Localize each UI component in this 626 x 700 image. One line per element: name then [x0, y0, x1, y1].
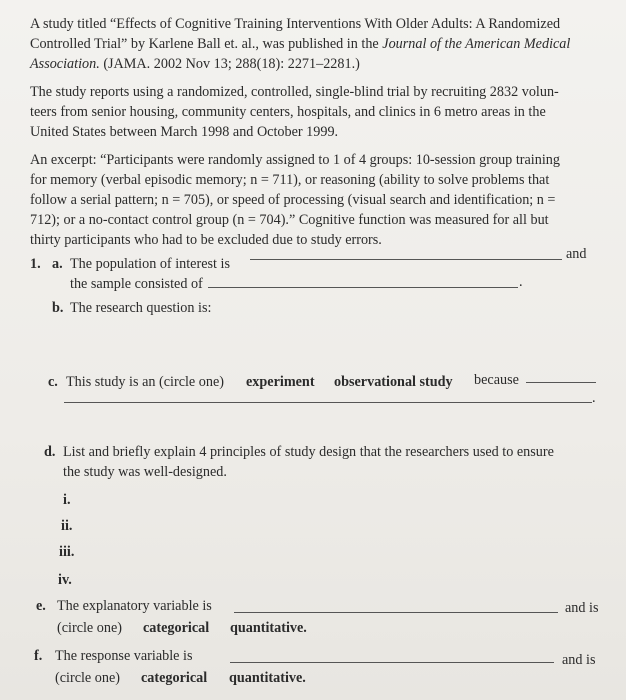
part-c-because: because	[474, 372, 519, 388]
part-c-label: c.	[48, 374, 58, 390]
part-f-option-quantitative[interactable]: quantitative.	[229, 670, 306, 686]
option-experiment[interactable]: experiment	[246, 374, 315, 390]
principle-item-1: i.	[63, 492, 71, 508]
excerpt-line-3: follow a serial pattern; n = 705), or speed of processing (visual search and identification; n =	[30, 192, 556, 208]
excerpt-line-4: 712); or a no-contact control group (n = 704).” Cognitive function was measured for all but	[30, 212, 549, 228]
excerpt-line-5: thirty participants who had to be excluded due to study errors.	[30, 232, 382, 248]
part-f-circle: (circle one)	[55, 670, 120, 686]
design-line-3: United States between March 1998 and October 1999.	[30, 124, 339, 140]
principle-item-3: iii.	[59, 544, 75, 560]
part-f-label: f.	[34, 648, 43, 664]
intro-line-2: Controlled Trial” by Karlene Ball et. al., was published in the Journal of the American Medical	[30, 36, 571, 52]
part-b-text: The research question is:	[70, 300, 212, 316]
because-answer-line-2[interactable]	[64, 402, 592, 403]
part-a-and: and	[566, 246, 587, 262]
part-c-text: This study is an (circle one)	[66, 374, 224, 390]
part-f-and-is: and is	[562, 652, 596, 668]
part-e-option-quantitative[interactable]: quantitative.	[230, 620, 307, 636]
explanatory-answer-line[interactable]	[234, 612, 558, 613]
principle-item-4: iv.	[58, 572, 72, 588]
part-c-period: .	[592, 390, 596, 406]
principle-item-2: ii.	[61, 518, 73, 534]
question-number: 1.	[30, 256, 41, 272]
part-a-period: .	[519, 274, 523, 290]
part-b-label: b.	[52, 300, 64, 316]
part-f-text: The response variable is	[55, 648, 193, 664]
intro-line-3: Association. (JAMA. 2002 Nov 13; 288(18): 2271–2281.)	[30, 56, 360, 72]
part-e-option-categorical[interactable]: categorical	[143, 620, 210, 636]
part-e-circle: (circle one)	[57, 620, 122, 636]
response-answer-line[interactable]	[230, 662, 554, 663]
part-d-line-1: List and briefly explain 4 principles of study design that the researchers used to ensure	[63, 444, 554, 460]
excerpt-line-1: An excerpt: “Participants were randomly assigned to 1 of 4 groups: 10-session group training	[30, 152, 560, 168]
part-e-text: The explanatory variable is	[57, 598, 212, 614]
part-e-and-is: and is	[565, 600, 599, 616]
sample-answer-line[interactable]	[208, 287, 518, 288]
part-a-text-1: The population of interest is	[70, 256, 230, 272]
design-line-1: The study reports using a randomized, controlled, single-blind trial by recruiting 2832 volun-	[30, 84, 559, 100]
part-a-label: a.	[52, 256, 63, 272]
design-line-2: teers from senior housing, community centers, hospitals, and clinics in 6 metro areas in the	[30, 104, 546, 120]
journal-title: Journal of the American Medical	[382, 36, 571, 52]
part-a-text-2: the sample consisted of	[70, 276, 203, 292]
excerpt-line-2: for memory (verbal episodic memory; n = 711), or reasoning (ability to solve problems that	[30, 172, 550, 188]
because-answer-line[interactable]	[526, 382, 596, 383]
part-d-line-2: the study was well-designed.	[63, 464, 227, 480]
part-f-option-categorical[interactable]: categorical	[141, 670, 208, 686]
option-observational-study[interactable]: observational study	[334, 374, 453, 390]
population-answer-line[interactable]	[250, 259, 562, 260]
intro-line-1: A study titled “Effects of Cognitive Training Interventions With Older Adults: A Randomized	[30, 16, 561, 32]
part-d-label: d.	[44, 444, 56, 460]
part-e-label: e.	[36, 598, 46, 614]
